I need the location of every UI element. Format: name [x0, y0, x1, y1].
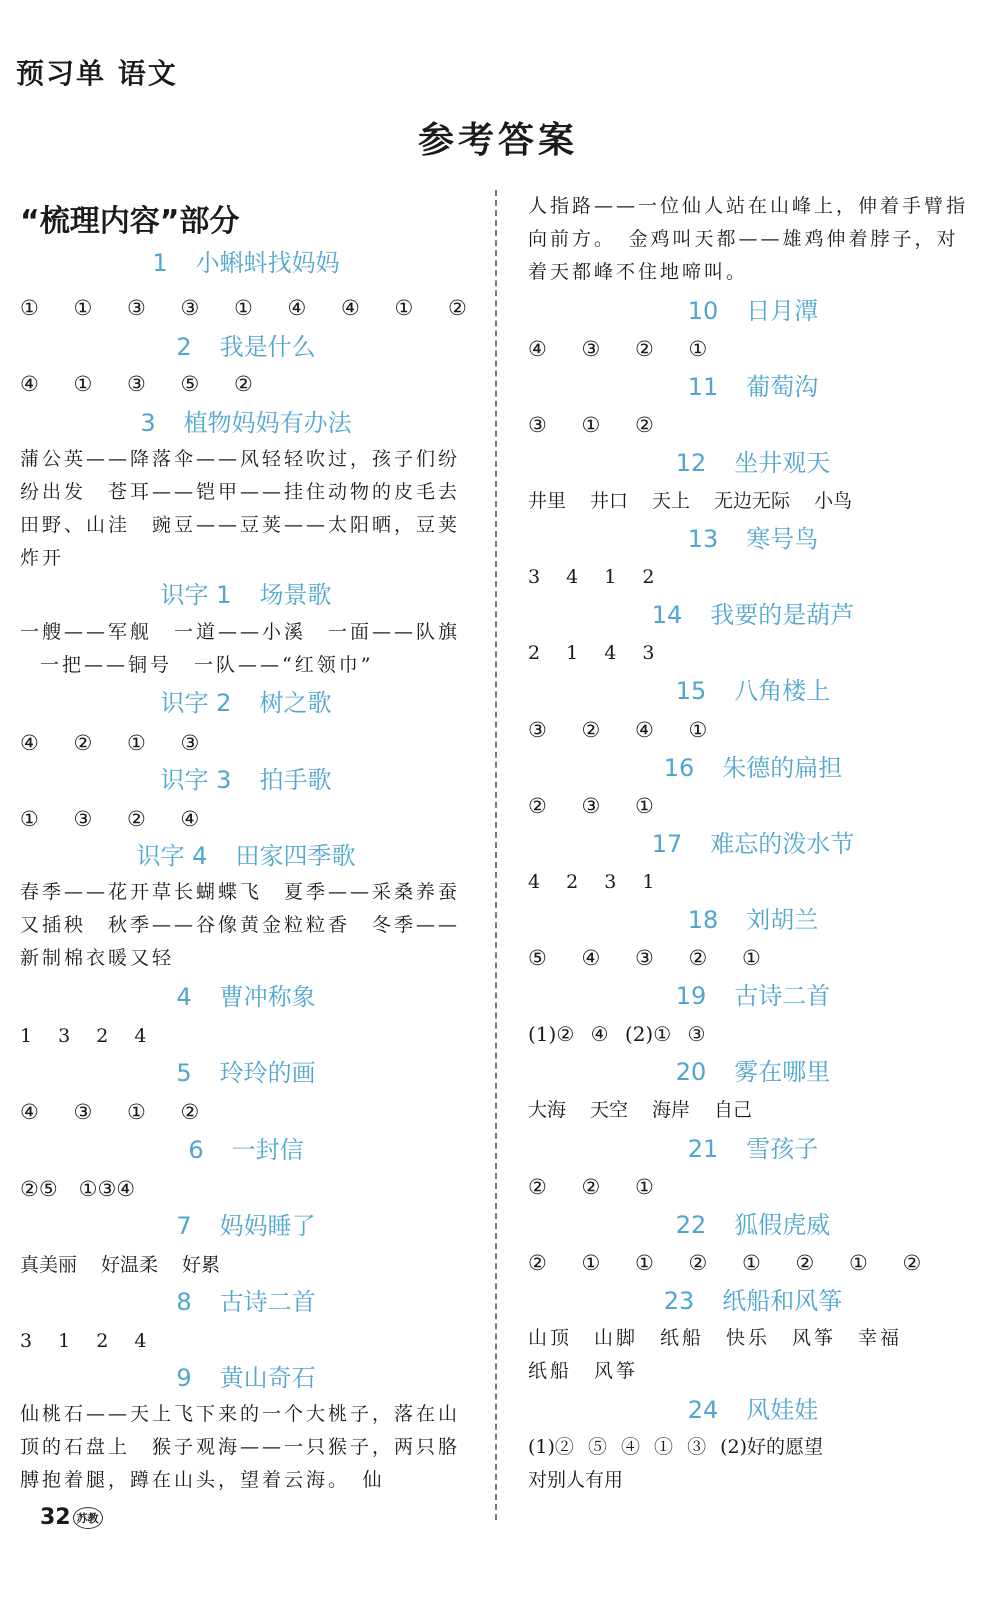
lesson-16-answer: ② ③ ① [528, 794, 668, 818]
answer-word: 海岸 [652, 1099, 691, 1121]
lesson-2-heading: 2 我是什么 [176, 333, 316, 361]
answer-word: 大海 [528, 1099, 567, 1121]
lesson-22-answer: ② ① ① ② ① ② ① ② [528, 1251, 936, 1275]
answer-word: 好温柔 [101, 1254, 159, 1276]
shizi-3-heading: 识字 3 拍手歌 [160, 766, 332, 794]
lesson-23-heading: 23 纸船和风筝 [663, 1287, 843, 1315]
lesson-5-heading: 5 玲玲的画 [176, 1059, 316, 1087]
lesson-2-answer: ④ ① ③ ⑤ ② [20, 372, 267, 396]
lesson-8-answer: 3 1 2 4 [20, 1330, 157, 1352]
answer-word: 小鸟 [814, 490, 853, 512]
answer-word: 真美丽 [20, 1254, 78, 1276]
lesson-24-answer [528, 1431, 978, 1497]
lesson-13-answer: 3 4 1 2 [528, 566, 665, 588]
answer-line: (1)② ⑤ ④ ① ③ (2)好的愿望 [528, 1436, 824, 1458]
lesson-1-answer: ① ① ③ ③ ① ④ ④ ① ② [20, 296, 481, 320]
lesson-4-answer: 1 3 2 4 [20, 1025, 157, 1047]
lesson-20-heading: 20 雾在哪里 [675, 1058, 831, 1086]
lesson-8-heading: 8 古诗二首 [176, 1288, 316, 1316]
lesson-10-heading: 10 日月潭 [687, 297, 819, 325]
lesson-19-answer: (1)② ④ (2)① ③ [528, 1022, 706, 1046]
lesson-12-answer [528, 486, 978, 516]
lesson-14-heading: 14 我要的是葫芦 [651, 601, 855, 629]
lesson-17-answer: 4 2 3 1 [528, 871, 665, 893]
lesson-16-heading: 16 朱德的扁担 [663, 754, 843, 782]
answer-word: 井里 [528, 490, 567, 512]
shizi-2-heading: 识字 2 树之歌 [160, 689, 332, 717]
answer-line: 纸船 风筝 [528, 1360, 639, 1382]
lesson-18-heading: 18 刘胡兰 [687, 906, 819, 934]
shizi-2-answer: ④ ② ① ③ [20, 731, 214, 755]
answer-line: 对别人有用 [528, 1469, 624, 1491]
edition-badge: 苏教 [73, 1507, 103, 1529]
answer-line: 一艘——军舰 一道——小溪 一面——队旗 [20, 621, 461, 643]
lesson-14-answer: 2 1 4 3 [528, 642, 665, 664]
lesson-19-heading: 19 古诗二首 [675, 982, 831, 1010]
answer-word: 好累 [182, 1254, 221, 1276]
page-number: 32 苏教 [40, 1505, 103, 1530]
lesson-6-answer: ②⑤ ①③④ [20, 1177, 136, 1201]
lesson-9-answer: 仙桃石——天上飞下来的一个大桃子，落在山顶的石盘上 猴子观海——一只猴子，两只胳膊抱着腿，蹲在山头，望着云海。 仙 [20, 1403, 461, 1491]
shizi-3-answer: ① ③ ② ④ [20, 807, 214, 831]
lesson-9-answer-continued: 人指路——一位仙人站在山峰上，伸着手臂指向前方。 金鸡叫天都——雄鸡伸着脖子，对着天都峰不住地啼叫。 [528, 195, 969, 283]
lesson-22-heading: 22 狐假虎威 [675, 1211, 831, 1239]
lesson-11-heading: 11 葡萄沟 [687, 373, 819, 401]
lesson-7-heading: 7 妈妈睡了 [176, 1212, 316, 1240]
lesson-15-heading: 15 八角楼上 [675, 677, 831, 705]
lesson-3-heading: 3 植物妈妈有办法 [140, 409, 352, 437]
lesson-24-heading: 24 风娃娃 [687, 1396, 819, 1424]
lesson-7-answer [20, 1250, 472, 1280]
lesson-13-heading: 13 寒号鸟 [687, 525, 819, 553]
shizi-1-answer [20, 616, 472, 682]
lesson-5-answer: ④ ③ ① ② [20, 1100, 214, 1124]
answer-word: 天空 [590, 1099, 629, 1121]
page-title: 参考答案 [417, 119, 578, 161]
answer-line: 山顶 山脚 纸船 快乐 风筝 幸福 [528, 1327, 903, 1349]
lesson-20-answer [528, 1095, 978, 1125]
lesson-11-answer: ③ ① ② [528, 413, 668, 437]
lesson-21-heading: 21 雪孩子 [687, 1135, 819, 1163]
answer-word: 井口 [590, 490, 629, 512]
shizi-4-answer: 春季——花开草长蝴蝶飞 夏季——采桑养蚕又插秧 秋季——谷像黄金粒粒香 冬季——新制棉衣暖又轻 [20, 881, 461, 969]
lesson-23-answer [528, 1322, 978, 1388]
lesson-18-answer: ⑤ ④ ③ ② ① [528, 946, 775, 970]
lesson-15-answer: ③ ② ④ ① [528, 718, 722, 742]
lesson-4-heading: 4 曹冲称象 [176, 983, 316, 1011]
lesson-6-heading: 6 一封信 [188, 1136, 304, 1164]
answer-line: 一把——铜号 一队——“红领巾” [40, 654, 374, 676]
lesson-12-heading: 12 坐井观天 [675, 449, 831, 477]
answer-word: 天上 [652, 490, 691, 512]
lesson-1-heading: 1 小蝌蚪找妈妈 [152, 249, 340, 277]
answer-word: 自己 [714, 1099, 753, 1121]
lesson-21-answer: ② ② ① [528, 1175, 668, 1199]
lesson-10-answer: ④ ③ ② ① [528, 337, 722, 361]
book-label: 预习单 语文 [16, 57, 178, 90]
lesson-9-heading: 9 黄山奇石 [176, 1364, 316, 1392]
shizi-4-heading: 识字 4 田家四季歌 [136, 842, 356, 870]
section-heading: “梳理内容”部分 [20, 204, 240, 239]
shizi-1-heading: 识字 1 场景歌 [160, 581, 332, 609]
column-divider [495, 190, 497, 1520]
lesson-17-heading: 17 难忘的泼水节 [651, 830, 855, 858]
lesson-3-answer: 蒲公英——降落伞——风轻轻吹过，孩子们纷纷出发 苍耳——铠甲——挂住动物的皮毛去田野、山洼 豌豆——豆荚——太阳晒，豆荚炸开 [20, 448, 461, 569]
answer-word: 无边无际 [714, 490, 791, 512]
